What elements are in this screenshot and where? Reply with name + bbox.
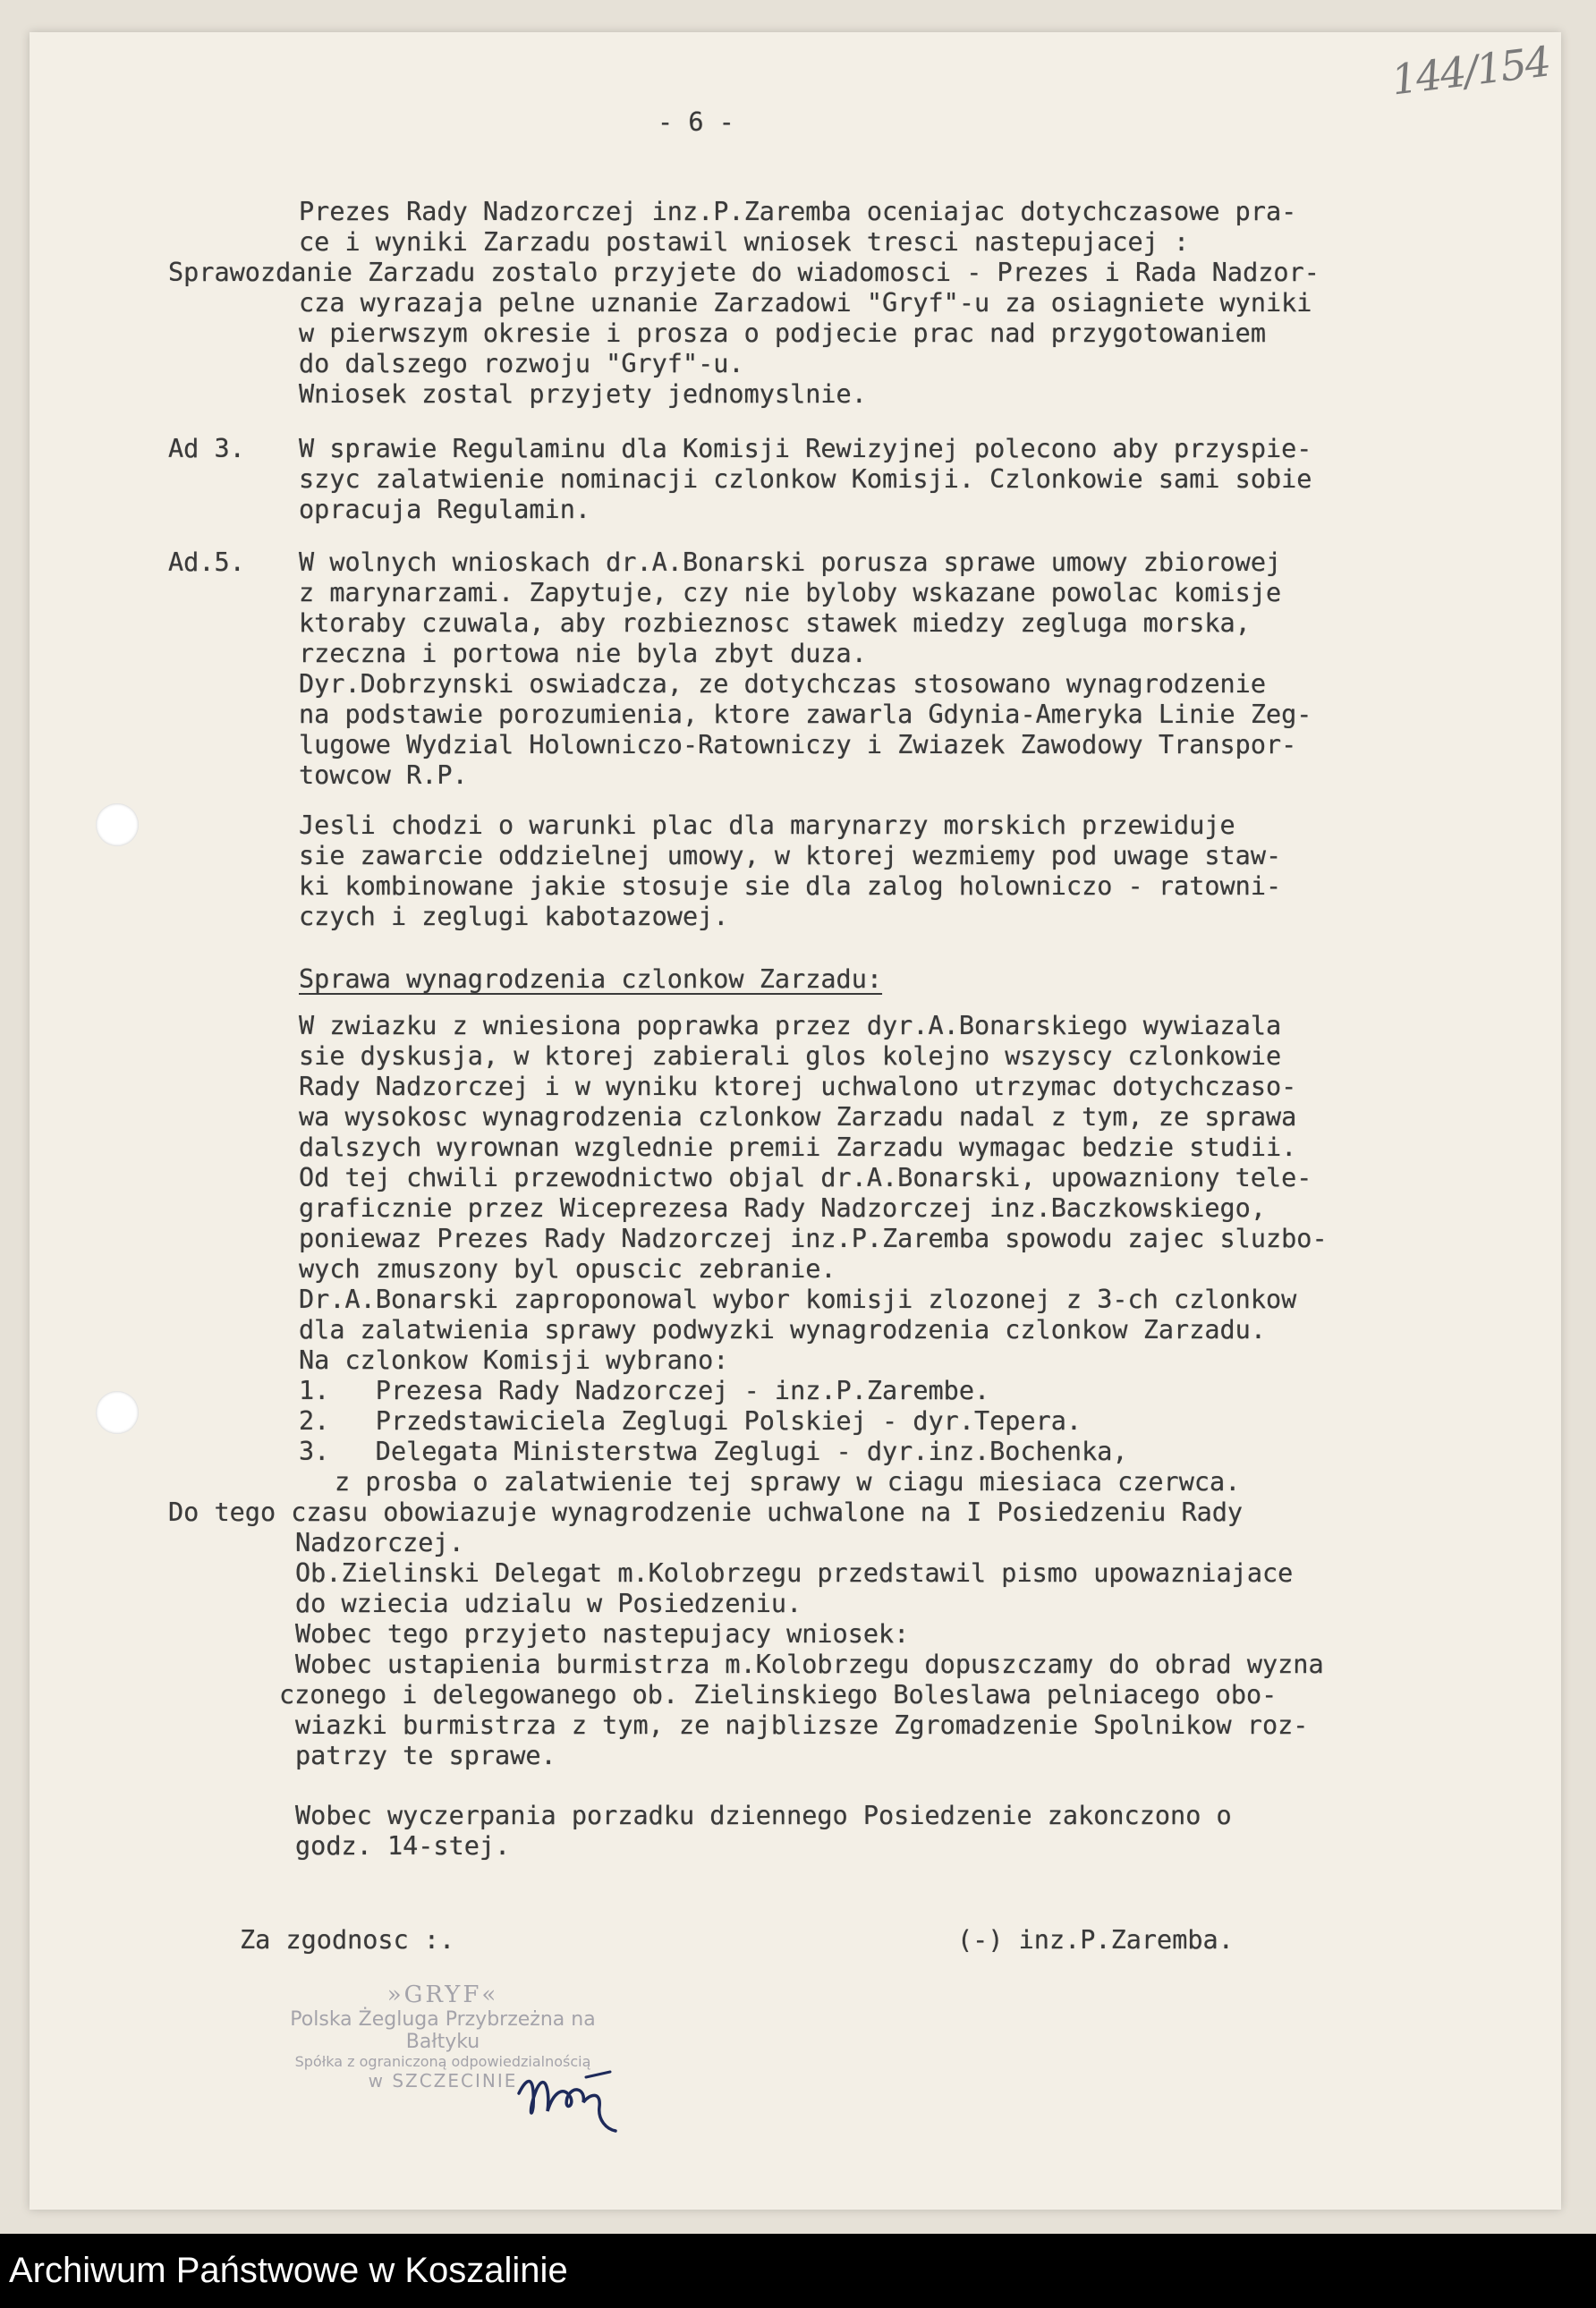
do-tego-line: Wobec ustapienia burmistrza m.Kolobrzegu dopuszczamy do obrad wyzna bbox=[295, 1650, 1324, 1679]
intro-line: cza wyrazaja pelne uznanie Zarzadowi "Gryf"-u za osiagniete wyniki bbox=[299, 288, 1312, 318]
closing-line: Wobec wyczerpania porzadku dziennego Posiedzenie zakonczono o bbox=[295, 1801, 1232, 1830]
wynagrodzenie-line: dla zalatwienia sprawy podwyzki wynagrodzenia czlonkow Zarzadu. bbox=[299, 1315, 1266, 1345]
ad5-line: rzeczna i portowa nie byla zbyt duza. bbox=[299, 639, 867, 668]
committee-item: 2. Przedstawiciela Zeglugi Polskiej - dyr.Tepera. bbox=[299, 1406, 1082, 1436]
jesli-line: sie zawarcie oddzielnej umowy, w ktorej wezmiemy pod uwage staw- bbox=[299, 841, 1282, 870]
do-tego-line: Nadzorczej. bbox=[295, 1528, 464, 1557]
ad5-label: Ad.5. bbox=[168, 547, 245, 577]
wynagrodzenie-line: poniewaz Prezes Rady Nadzorczej inz.P.Zaremba spowodu zajec sluzbo- bbox=[299, 1224, 1328, 1253]
wynagrodzenie-line: wych zmuszony byl opuscic zebranie. bbox=[299, 1254, 836, 1284]
jesli-line: ki kombinowane jakie stosuje sie dla zalog holowniczo - ratowni- bbox=[299, 871, 1282, 901]
committee-item: 3. Delegata Ministerstwa Zeglugi - dyr.inz.Bochenka, bbox=[299, 1437, 1128, 1466]
ad5-line: ktoraby czuwala, aby rozbieznosc stawek miedzy zegluga morska, bbox=[299, 608, 1251, 638]
punch-hole bbox=[96, 803, 139, 846]
jesli-line: czych i zeglugi kabotazowej. bbox=[299, 902, 729, 931]
wynagrodzenie-line: graficznie przez Wiceprezesa Rady Nadzorczej inz.Baczkowskiego, bbox=[299, 1193, 1266, 1223]
wynagrodzenie-line: Na czlonkow Komisji wybrano: bbox=[299, 1345, 729, 1375]
stamp-line: »GRYF« bbox=[386, 1981, 499, 2008]
jesli-line: Jesli chodzi o warunki plac dla marynarzy morskich przewiduje bbox=[299, 810, 1235, 840]
archive-reference: 144/154 bbox=[1388, 37, 1552, 105]
ad3-line: W sprawie Regulaminu dla Komisji Rewizyjnej polecono aby przyspie- bbox=[299, 434, 1312, 463]
wynagrodzenie-line: sie dyskusja, w ktorej zabierali glos kolejno wszyscy czlonkowie bbox=[299, 1041, 1282, 1071]
wynagrodzenie-line: Rady Nadzorczej i w wyniku ktorej uchwalono utrzymac dotychczaso- bbox=[299, 1072, 1297, 1101]
wynagrodzenie-line: z prosba o zalatwienie tej sprawy w ciagu miesiaca czerwca. bbox=[335, 1467, 1241, 1497]
stamp-line: Polska Żegluga Przybrzeżna na Bałtyku bbox=[290, 2008, 596, 2053]
do-tego-line: Ob.Zielinski Delegat m.Kolobrzegu przedstawil pismo upowazniajace bbox=[295, 1558, 1294, 1588]
handwritten-signature bbox=[501, 2058, 635, 2138]
punch-hole bbox=[96, 1391, 139, 1434]
wynagrodzenie-line: W zwiazku z wniesiona poprawka przez dyr.A.Bonarskiego wywiazala bbox=[299, 1011, 1282, 1040]
do-tego-line: czonego i delegowanego ob. Zielinskiego Boleslawa pelniacego obo- bbox=[279, 1680, 1278, 1710]
wynagrodzenie-line: dalszych wyrownan wzglednie premii Zarzadu wymagac bedzie studii. bbox=[299, 1133, 1297, 1162]
ad5-line: W wolnych wnioskach dr.A.Bonarski porusza sprawe umowy zbiorowej bbox=[299, 547, 1282, 577]
ad5-line: na podstawie porozumienia, ktore zawarla Gdynia-Ameryka Linie Zeg- bbox=[299, 700, 1312, 729]
do-tego-line: Wobec tego przyjeto nastepujacy wniosek: bbox=[295, 1619, 910, 1649]
wynagrodzenie-line: wa wysokosc wynagrodzenia czlonkow Zarzadu nadal z tym, ze sprawa bbox=[299, 1102, 1297, 1132]
intro-line: do dalszego rozwoju "Gryf"-u. bbox=[299, 349, 744, 378]
wynagrodzenie-line: Od tej chwili przewodnictwo objal dr.A.Bonarski, upowazniony tele- bbox=[299, 1163, 1312, 1192]
intro-line: Wniosek zostal przyjety jednomyslnie. bbox=[299, 379, 867, 409]
do-tego-line: Do tego czasu obowiazuje wynagrodzenie uchwalone na I Posiedzeniu Rady bbox=[168, 1498, 1244, 1527]
ad5-line: towcow R.P. bbox=[299, 760, 468, 790]
intro-line: Sprawozdanie Zarzadu zostalo przyjete do wiadomosci - Prezes i Rada Nadzor- bbox=[168, 258, 1320, 287]
wynagrodzenie-line: Dr.A.Bonarski zaproponowal wybor komisji zlozonej z 3-ch czlonkow bbox=[299, 1285, 1297, 1314]
do-tego-line: patrzy te sprawe. bbox=[295, 1741, 556, 1770]
signed-by: (-) inz.P.Zaremba. bbox=[957, 1925, 1234, 1955]
page-number: - 6 - bbox=[658, 107, 734, 137]
ad5-line: Dyr.Dobrzynski oswiadcza, ze dotychczas stosowano wynagrodzenie bbox=[299, 669, 1266, 699]
section-heading: Sprawa wynagrodzenia czlonkow Zarzadu: bbox=[299, 964, 883, 994]
ad3-line: opracuja Regulamin. bbox=[299, 495, 591, 524]
do-tego-line: do wziecia udzialu w Posiedzeniu. bbox=[295, 1589, 802, 1618]
intro-line: ce i wyniki Zarzadu postawil wniosek tresci nastepujacej : bbox=[299, 227, 1190, 257]
attestation: Za zgodnosc :. bbox=[240, 1925, 455, 1955]
intro-line: w pierwszym okresie i prosza o podjecie prac nad przygotowaniem bbox=[299, 318, 1266, 348]
stamp-line: Spółka z ograniczoną odpowiedzialnością bbox=[294, 2053, 591, 2070]
committee-item: 1. Prezesa Rady Nadzorczej - inz.P.Zarembe. bbox=[299, 1376, 990, 1405]
intro-line: Prezes Rady Nadzorczej inz.P.Zaremba oceniajac dotychczasowe pra- bbox=[299, 197, 1297, 226]
closing-line: godz. 14-stej. bbox=[295, 1831, 511, 1861]
ad5-line: lugowe Wydzial Holowniczo-Ratowniczy i Zwiazek Zawodowy Transpor- bbox=[299, 730, 1297, 759]
ad3-line: szyc zalatwienie nominacji czlonkow Komisji. Czlonkowie sami sobie bbox=[299, 464, 1312, 494]
do-tego-line: wiazki burmistrza z tym, ze najblizsze Zgromadzenie Spolnikow roz- bbox=[295, 1710, 1309, 1740]
archive-footer: Archiwum Państwowe w Koszalinie bbox=[0, 2234, 1596, 2308]
ad3-label: Ad 3. bbox=[168, 434, 245, 463]
ad5-line: z marynarzami. Zapytuje, czy nie byloby wskazane powolac komisje bbox=[299, 578, 1282, 607]
stamp-line: w SZCZECINIE bbox=[368, 2070, 518, 2092]
